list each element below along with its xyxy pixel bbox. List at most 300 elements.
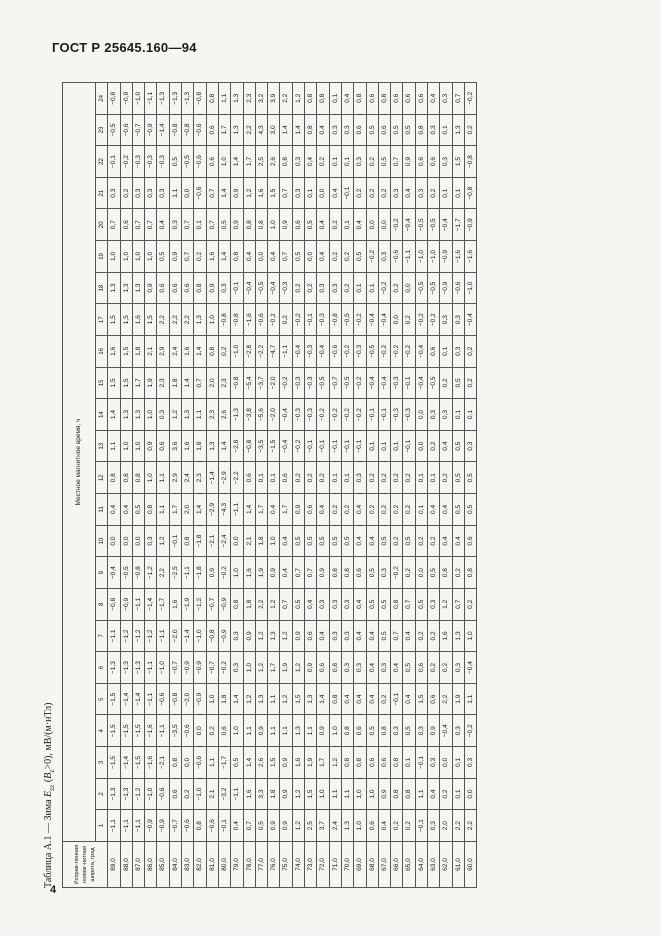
value-cell: −0,5	[255, 272, 267, 304]
value-cell: 1,6	[132, 304, 144, 336]
latitude-cell: 75,0	[280, 842, 292, 888]
value-cell: −0,4	[415, 367, 427, 399]
value-cell: 1,5	[415, 683, 427, 715]
value-cell: 0,2	[341, 272, 353, 304]
table-row	[440, 83, 452, 888]
value-cell: −2,5	[169, 557, 181, 589]
value-cell: 0,2	[464, 589, 476, 621]
value-cell: −1,5	[132, 747, 144, 779]
value-cell: −0,2	[341, 336, 353, 368]
value-cell: 0,5	[464, 494, 476, 526]
value-cell: 0,1	[366, 272, 378, 304]
value-cell: −1,5	[108, 715, 120, 747]
value-cell: 1,0	[206, 683, 218, 715]
value-cell: 0,3	[428, 810, 440, 842]
value-cell: 0,2	[280, 304, 292, 336]
value-cell: 0,5	[452, 462, 464, 494]
value-cell: 0,3	[428, 589, 440, 621]
value-cell: −0,5	[120, 557, 132, 589]
value-cell: 1,3	[452, 114, 464, 146]
value-cell: 0,2	[391, 494, 403, 526]
value-cell: 0,3	[378, 241, 390, 273]
value-cell: −0,8	[206, 620, 218, 652]
value-cell: 1,1	[194, 399, 206, 431]
value-cell: 0,1	[464, 399, 476, 431]
value-cell: 0,8	[329, 652, 341, 684]
value-cell: −0,8	[108, 589, 120, 621]
value-cell: −0,2	[280, 367, 292, 399]
value-cell: 0,2	[194, 241, 206, 273]
value-cell: −0,9	[440, 241, 452, 273]
value-cell: 0,5	[305, 525, 317, 557]
value-cell: −0,1	[108, 146, 120, 178]
value-cell: 0,8	[378, 83, 390, 115]
value-cell: 0,5	[366, 557, 378, 589]
value-cell: 1,0	[464, 620, 476, 652]
hour-header: 21	[96, 177, 108, 209]
value-cell: −0,5	[182, 146, 194, 178]
value-cell: 1,6	[182, 430, 194, 462]
value-cell: 0,8	[255, 209, 267, 241]
value-cell: 0,2	[464, 114, 476, 146]
value-cell: 0,0	[464, 778, 476, 810]
hour-header: 24	[96, 83, 108, 115]
value-cell: 0,7	[391, 620, 403, 652]
value-cell: 0,2	[403, 462, 415, 494]
value-cell: −0,5	[341, 304, 353, 336]
value-cell: −0,9	[145, 114, 157, 146]
value-cell: −0,6	[452, 272, 464, 304]
value-cell: 0,6	[169, 272, 181, 304]
value-cell: −5,4	[243, 367, 255, 399]
value-cell: 0,0	[120, 525, 132, 557]
value-cell: 0,9	[280, 778, 292, 810]
value-cell: 0,1	[440, 177, 452, 209]
value-cell: −0,1	[218, 810, 230, 842]
value-cell: 1,5	[268, 747, 280, 779]
value-cell: −2,2	[255, 336, 267, 368]
value-cell: 0,1	[403, 747, 415, 779]
value-cell: 0,0	[403, 272, 415, 304]
latitude-cell: 77,0	[255, 842, 267, 888]
value-cell: −0,2	[464, 715, 476, 747]
table-row	[206, 83, 218, 888]
value-cell: −0,1	[415, 810, 427, 842]
value-cell: 1,7	[280, 494, 292, 526]
value-cell: 1,7	[243, 146, 255, 178]
value-cell: 0,3	[464, 430, 476, 462]
value-cell: 1,9	[452, 683, 464, 715]
value-cell: −0,2	[268, 304, 280, 336]
value-cell: 0,5	[415, 589, 427, 621]
value-cell: 1,1	[218, 83, 230, 115]
value-cell: 0,6	[354, 715, 366, 747]
value-cell: 0,2	[415, 620, 427, 652]
value-cell: −1,2	[145, 620, 157, 652]
value-cell: 1,2	[280, 620, 292, 652]
value-cell: 0,4	[354, 620, 366, 652]
value-cell: 0,6	[391, 83, 403, 115]
value-cell: −1,1	[108, 620, 120, 652]
value-cell: 0,5	[452, 367, 464, 399]
value-cell: −0,1	[403, 367, 415, 399]
value-cell: 0,7	[452, 83, 464, 115]
value-cell: −0,3	[280, 272, 292, 304]
value-cell: 2,2	[464, 810, 476, 842]
value-cell: −1,6	[243, 304, 255, 336]
value-cell: 1,2	[280, 683, 292, 715]
value-cell: −1,1	[120, 810, 132, 842]
table-row	[145, 83, 157, 888]
value-cell: 3,0	[268, 114, 280, 146]
value-cell: 0,3	[428, 399, 440, 431]
value-cell: −0,2	[354, 399, 366, 431]
value-cell: 0,1	[329, 83, 341, 115]
value-cell: 0,0	[108, 525, 120, 557]
latitude-cell: 65,0	[403, 842, 415, 888]
table-row	[108, 83, 120, 888]
value-cell: 0,6	[292, 209, 304, 241]
value-cell: 0,1	[305, 177, 317, 209]
value-cell: −1,0	[428, 241, 440, 273]
value-cell: −0,3	[305, 367, 317, 399]
value-cell: 0,9	[243, 620, 255, 652]
value-cell: 0,4	[268, 241, 280, 273]
value-cell: 0,8	[305, 114, 317, 146]
value-cell: −1,4	[145, 589, 157, 621]
hour-header-row	[96, 83, 108, 888]
value-cell: 1,4	[218, 430, 230, 462]
value-cell: 1,7	[268, 652, 280, 684]
value-cell: 0,4	[305, 589, 317, 621]
value-cell: 0,1	[452, 747, 464, 779]
value-cell: 0,5	[428, 557, 440, 589]
value-cell: 0,3	[231, 620, 243, 652]
value-cell: 1,0	[120, 241, 132, 273]
value-cell: 0,2	[403, 557, 415, 589]
value-cell: 0,3	[440, 304, 452, 336]
value-cell: 0,0	[255, 241, 267, 273]
value-cell: 1,1	[108, 430, 120, 462]
value-cell: 0,3	[415, 177, 427, 209]
value-cell: −0,2	[354, 367, 366, 399]
value-cell: 1,3	[194, 304, 206, 336]
latitude-cell: 70,0	[341, 842, 353, 888]
value-cell: 1,4	[182, 367, 194, 399]
value-cell: 2,2	[280, 83, 292, 115]
value-cell: 0,8	[169, 747, 181, 779]
value-cell: −0,2	[292, 430, 304, 462]
value-cell: 2,1	[243, 525, 255, 557]
table-row	[403, 83, 415, 888]
value-cell: 0,1	[428, 462, 440, 494]
value-cell: 1,0	[108, 241, 120, 273]
value-cell: 0,5	[403, 715, 415, 747]
value-cell: 0,8	[182, 525, 194, 557]
value-cell: −0,3	[145, 146, 157, 178]
value-cell: −2,0	[268, 399, 280, 431]
value-cell: 0,8	[329, 683, 341, 715]
hour-header: 20	[96, 209, 108, 241]
value-cell: 0,7	[391, 146, 403, 178]
latitude-cell: 86,0	[145, 842, 157, 888]
value-cell: 0,6	[415, 146, 427, 178]
value-cell: 2,5	[255, 146, 267, 178]
value-cell: 0,6	[366, 747, 378, 779]
value-cell: 0,4	[341, 683, 353, 715]
value-cell: 0,2	[120, 177, 132, 209]
value-cell: −1,2	[194, 589, 206, 621]
value-cell: 0,2	[329, 494, 341, 526]
value-cell: −0,4	[280, 430, 292, 462]
value-cell: −3,2	[218, 778, 230, 810]
value-cell: 0,7	[292, 557, 304, 589]
caption-var-sub: zz	[48, 784, 56, 791]
value-cell: 2,4	[182, 462, 194, 494]
value-cell: −0,8	[231, 304, 243, 336]
value-cell: 1,5	[108, 367, 120, 399]
value-cell: 0,8	[194, 810, 206, 842]
latitude-cell: 61,0	[452, 842, 464, 888]
latitude-cell: 67,0	[378, 842, 390, 888]
rotated-table-block	[40, 82, 620, 888]
value-cell: 2,2	[157, 304, 169, 336]
table-row	[428, 83, 440, 888]
value-cell: 1,4	[194, 494, 206, 526]
value-cell: −0,1	[378, 399, 390, 431]
value-cell: −0,9	[440, 272, 452, 304]
value-cell: −1,0	[464, 272, 476, 304]
table-row	[354, 83, 366, 888]
value-cell: 1,1	[169, 177, 181, 209]
table-row	[341, 83, 353, 888]
latitude-cell: 78,0	[243, 842, 255, 888]
value-cell: −0,1	[391, 683, 403, 715]
value-cell: 1,3	[132, 272, 144, 304]
value-cell: 0,4	[378, 810, 390, 842]
table-row	[415, 83, 427, 888]
value-cell: −1,8	[194, 525, 206, 557]
value-cell: 1,1	[206, 747, 218, 779]
caption-prefix: Таблица А.1 — Зима	[43, 799, 54, 888]
value-cell: 2,2	[157, 557, 169, 589]
value-cell: 0,6	[366, 83, 378, 115]
value-cell: 0,4	[354, 494, 366, 526]
value-cell: 0,7	[280, 241, 292, 273]
value-cell: 0,3	[341, 620, 353, 652]
value-cell: −0,6	[120, 114, 132, 146]
value-cell: 1,0	[145, 462, 157, 494]
latitude-cell: 81,0	[206, 842, 218, 888]
value-cell: 0,7	[108, 209, 120, 241]
value-cell: 0,2	[366, 462, 378, 494]
value-cell: −0,3	[305, 336, 317, 368]
value-cell: 0,1	[452, 778, 464, 810]
value-cell: 0,3	[428, 747, 440, 779]
value-cell: 0,2	[428, 620, 440, 652]
value-cell: −1,3	[120, 778, 132, 810]
value-cell: 0,8	[378, 715, 390, 747]
value-cell: −1,6	[452, 241, 464, 273]
value-cell: 0,9	[231, 177, 243, 209]
hour-header: 5	[96, 683, 108, 715]
value-cell: −0,5	[366, 336, 378, 368]
value-cell: −1,9	[182, 589, 194, 621]
value-cell: 1,3	[341, 810, 353, 842]
value-cell: −0,4	[268, 272, 280, 304]
value-cell: −0,2	[391, 557, 403, 589]
caption-cond-var: B	[43, 772, 54, 779]
latitude-cell: 89,0	[108, 842, 120, 888]
value-cell: 0,5	[218, 209, 230, 241]
value-cell: −1,6	[145, 747, 157, 779]
value-cell: −1,5	[268, 430, 280, 462]
value-cell: −1,5	[108, 747, 120, 779]
value-cell: 1,0	[317, 778, 329, 810]
value-cell: 0,4	[305, 146, 317, 178]
value-cell: 0,5	[391, 114, 403, 146]
value-cell: 0,4	[440, 525, 452, 557]
value-cell: 0,0	[415, 430, 427, 462]
value-cell: −1,1	[403, 241, 415, 273]
value-cell: 0,4	[391, 652, 403, 684]
value-cell: −0,6	[157, 683, 169, 715]
header-row-group	[63, 83, 96, 888]
latitude-cell: 74,0	[292, 842, 304, 888]
value-cell: 0,6	[206, 146, 218, 178]
value-cell: 0,4	[354, 683, 366, 715]
value-cell: −1,4	[206, 462, 218, 494]
value-cell: 1,2	[440, 589, 452, 621]
value-cell: 0,0	[440, 747, 452, 779]
value-cell: −2,9	[206, 494, 218, 526]
value-cell: 2,2	[169, 304, 181, 336]
value-cell: 2,6	[218, 399, 230, 431]
value-cell: −0,7	[206, 652, 218, 684]
value-cell: 1,0	[366, 778, 378, 810]
hour-header: 13	[96, 430, 108, 462]
value-cell: −0,5	[415, 209, 427, 241]
value-cell: 1,8	[194, 430, 206, 462]
value-cell: 0,4	[403, 683, 415, 715]
value-cell: −0,4	[403, 209, 415, 241]
value-cell: 0,8	[391, 747, 403, 779]
value-cell: −1,1	[145, 83, 157, 115]
value-cell: −0,1	[354, 430, 366, 462]
value-cell: 0,3	[440, 83, 452, 115]
caption-var: E	[43, 790, 54, 797]
value-cell: 0,0	[132, 525, 144, 557]
value-cell: 0,2	[378, 462, 390, 494]
value-cell: 0,5	[366, 114, 378, 146]
value-cell: 0,9	[169, 241, 181, 273]
value-cell: 0,5	[292, 589, 304, 621]
value-cell: 0,3	[292, 177, 304, 209]
value-cell: 0,5	[169, 146, 181, 178]
value-cell: 1,3	[305, 683, 317, 715]
value-cell: −0,8	[108, 83, 120, 115]
value-cell: −0,2	[378, 336, 390, 368]
value-cell: 0,9	[280, 747, 292, 779]
value-cell: 0,3	[354, 462, 366, 494]
value-cell: 1,2	[329, 747, 341, 779]
value-cell: 0,8	[231, 241, 243, 273]
value-cell: −0,8	[464, 146, 476, 178]
value-cell: 0,4	[157, 209, 169, 241]
value-cell: 1,8	[218, 683, 230, 715]
value-cell: 0,3	[452, 336, 464, 368]
value-cell: 0,9	[268, 557, 280, 589]
value-cell: 0,2	[415, 525, 427, 557]
hour-header: 8	[96, 589, 108, 621]
value-cell: 1,0	[329, 715, 341, 747]
value-cell: 0,3	[354, 652, 366, 684]
value-cell: −0,2	[403, 336, 415, 368]
value-cell: 0,2	[378, 683, 390, 715]
value-cell: 0,4	[428, 778, 440, 810]
value-cell: −0,2	[218, 652, 230, 684]
value-cell: 1,4	[194, 336, 206, 368]
value-cell: 1,4	[218, 241, 230, 273]
value-cell: 0,8	[108, 462, 120, 494]
hour-header: 3	[96, 747, 108, 779]
value-cell: 1,4	[243, 747, 255, 779]
value-cell: −0,6	[206, 810, 218, 842]
document-header: ГОСТ Р 25645.160—94	[52, 40, 197, 55]
value-cell: 0,9	[145, 272, 157, 304]
value-cell: 0,5	[317, 525, 329, 557]
value-cell: 0,7	[243, 810, 255, 842]
value-cell: 1,3	[255, 683, 267, 715]
value-cell: −0,1	[415, 747, 427, 779]
value-cell: −0,2	[366, 241, 378, 273]
value-cell: −4,7	[268, 336, 280, 368]
value-cell: 0,1	[268, 462, 280, 494]
table-row	[378, 83, 390, 888]
table-row	[366, 83, 378, 888]
value-cell: 0,4	[403, 177, 415, 209]
value-cell: 0,5	[231, 747, 243, 779]
table-row	[305, 83, 317, 888]
value-cell: −1,4	[157, 114, 169, 146]
value-cell: 0,4	[280, 557, 292, 589]
value-cell: 0,7	[452, 589, 464, 621]
value-cell: −2,8	[231, 430, 243, 462]
value-cell: 0,2	[391, 525, 403, 557]
value-cell: 0,8	[280, 146, 292, 178]
value-cell: 1,1	[415, 778, 427, 810]
time-group-header: Местное магнитное время, ч	[63, 83, 96, 842]
value-cell: 0,3	[452, 715, 464, 747]
value-cell: 1,0	[218, 146, 230, 178]
value-cell: −1,3	[108, 778, 120, 810]
value-cell: 0,6	[415, 652, 427, 684]
value-cell: 0,3	[231, 652, 243, 684]
value-cell: −0,9	[120, 589, 132, 621]
value-cell: −0,5	[428, 209, 440, 241]
value-cell: −1,3	[169, 83, 181, 115]
latitude-cell: 63,0	[428, 842, 440, 888]
value-cell: 1,4	[231, 146, 243, 178]
value-cell: −0,8	[132, 557, 144, 589]
latitude-cell: 76,0	[268, 842, 280, 888]
value-cell: 0,2	[305, 462, 317, 494]
value-cell: 2,6	[268, 146, 280, 178]
value-cell: 1,0	[120, 430, 132, 462]
value-cell: 1,5	[108, 304, 120, 336]
value-cell: −1,1	[132, 810, 144, 842]
value-cell: 0,2	[452, 557, 464, 589]
